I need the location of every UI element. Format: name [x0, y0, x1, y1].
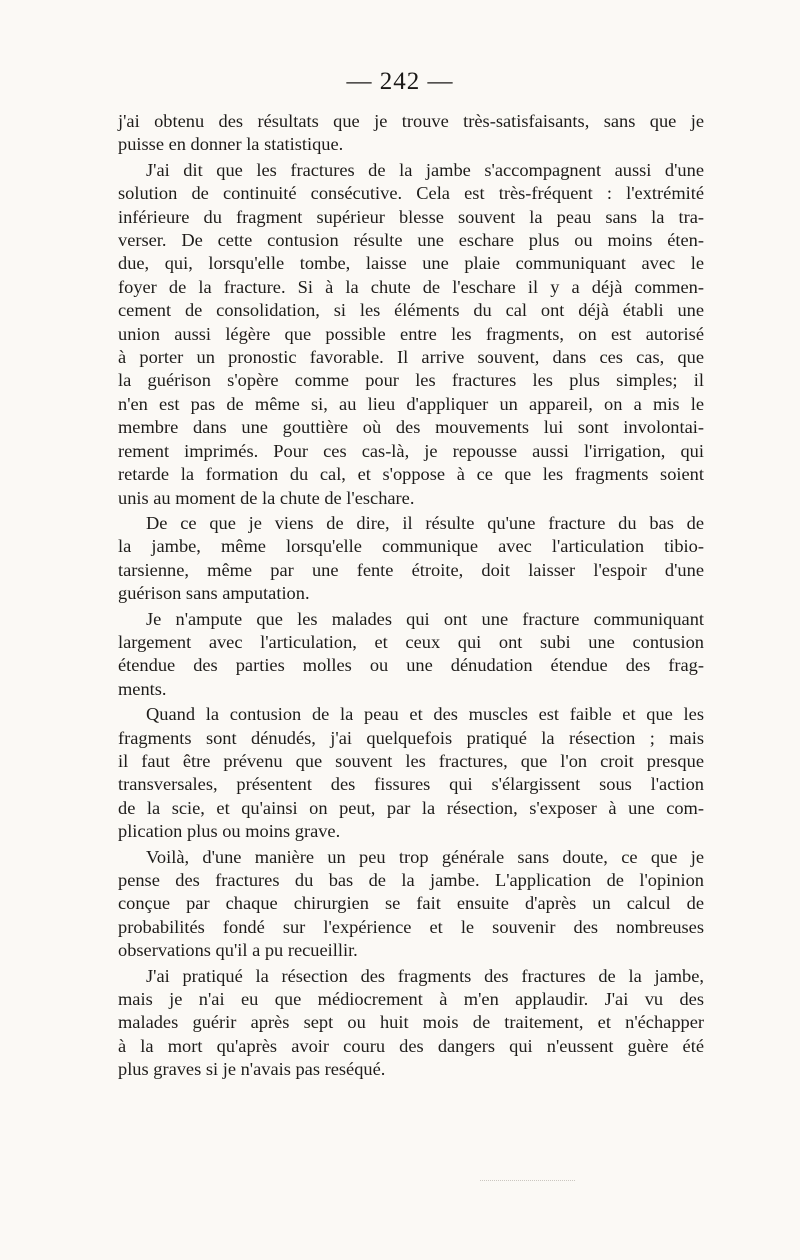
paragraph: [118, 846, 704, 963]
text-line: fragments sont dénudés, j'ai quelquefois pratiqué la résection ; mais: [118, 727, 704, 748]
text-line: de la scie, et qu'ainsi on peut, par la résection, s'exposer à une com-: [118, 797, 704, 818]
text-line: unis au moment de la chute de l'eschare.: [118, 487, 415, 508]
text-line: n'en est pas de même si, au lieu d'appliquer un appareil, on a mis le: [118, 393, 704, 414]
text-line: à porter un pronostic favorable. Il arrive souvent, dans ces cas, que: [118, 347, 704, 368]
text-line: malades guérir après sept ou huit mois de traitement, et n'échapper: [118, 1012, 704, 1033]
text-line: guérison sans amputation.: [118, 583, 310, 604]
text-line: pense des fractures du bas de la jambe. L'application de l'opinion: [118, 870, 704, 890]
text-line: De ce que je viens de dire, il résulte qu'une fracture du bas de: [146, 512, 704, 533]
text-line: conçue par chaque chirurgien se fait ensuite d'après un calcul de: [118, 893, 704, 914]
text-line: inférieure du fragment supérieur blesse souvent la peau sans la tra-: [118, 206, 704, 227]
paragraph: [118, 512, 704, 606]
text-line: il faut être prévenu que souvent les fractures, que l'on croit presque: [118, 750, 704, 771]
text-line: largement avec l'articulation, et ceux qui ont subi une contusion: [118, 631, 704, 652]
text-line: J'ai dit que les fractures de la jambe s'accompagnent aussi d'une: [146, 159, 704, 180]
text-line: Je n'ampute que les malades qui ont une fracture communiquant: [146, 608, 704, 629]
text-line: étendue des parties molles ou une dénudation étendue des frag-: [118, 655, 704, 676]
text-line: mais je n'ai eu que médiocrement à m'en applaudir. J'ai vu des: [118, 989, 704, 1010]
paragraph: [118, 965, 704, 1082]
text-line: cement de consolidation, si les éléments du cal ont déjà établi une: [118, 300, 704, 321]
text-line: verser. De cette contusion résulte une eschare plus ou moins éten-: [118, 230, 704, 251]
body-text: [118, 110, 704, 1082]
text-line: plus graves si je n'avais pas reséqué.: [118, 1059, 386, 1080]
text-line: solution de continuité consécutive. Cela est très-fréquent : l'extrémité: [118, 183, 704, 204]
paragraph: [118, 159, 704, 510]
text-line: Quand la contusion de la peau et des muscles est faible et que les: [146, 704, 704, 725]
text-line: retarde la formation du cal, et s'oppose à ce que les fragments soient: [118, 464, 704, 485]
text-line: probabilités fondé sur l'expérience et le souvenir des nombreuses: [118, 916, 704, 937]
text-line: membre dans une gouttière où des mouvements lui sont involontai-: [118, 417, 704, 438]
text-line: tarsienne, même par une fente étroite, doit laisser l'espoir d'une: [118, 559, 704, 580]
text-line: observations qu'il a pu recueillir.: [118, 940, 358, 961]
text-line: transversales, présentent des fissures qui s'élargissent sous l'action: [118, 774, 704, 795]
text-line: ments.: [118, 678, 167, 699]
text-line: union aussi légère que possible entre les fragments, on est autorisé: [118, 323, 704, 344]
paragraph: [118, 703, 704, 843]
text-line: foyer de la fracture. Si à la chute de l'eschare il y a déjà commen-: [118, 276, 704, 297]
text-line: rement imprimés. Pour ces cas-là, je repousse aussi l'irrigation, qui: [118, 440, 704, 461]
text-line: J'ai pratiqué la résection des fragments des fractures de la jambe,: [146, 965, 704, 986]
text-line: plication plus ou moins grave.: [118, 821, 341, 842]
text-line: puisse en donner la statistique.: [118, 134, 344, 155]
text-line: la jambe, même lorsqu'elle communique avec l'articulation tibio-: [118, 536, 704, 557]
text-line: Voilà, d'une manière un peu trop générale sans doute, ce que je: [146, 846, 704, 867]
print-smudge: [480, 1180, 575, 1183]
paragraph: [118, 608, 704, 702]
page-number: — 242 —: [346, 68, 454, 95]
text-line: à la mort qu'après avoir couru des dangers qui n'eussent guère été: [118, 1035, 704, 1056]
text-line: due, qui, lorsqu'elle tombe, laisse une plaie communiquant avec le: [118, 253, 704, 274]
text-line: la guérison s'opère comme pour les fractures les plus simples; il: [118, 370, 704, 391]
text-line: j'ai obtenu des résultats que je trouve très-satisfaisants, sans que je: [118, 111, 704, 131]
paragraph: [118, 110, 704, 157]
